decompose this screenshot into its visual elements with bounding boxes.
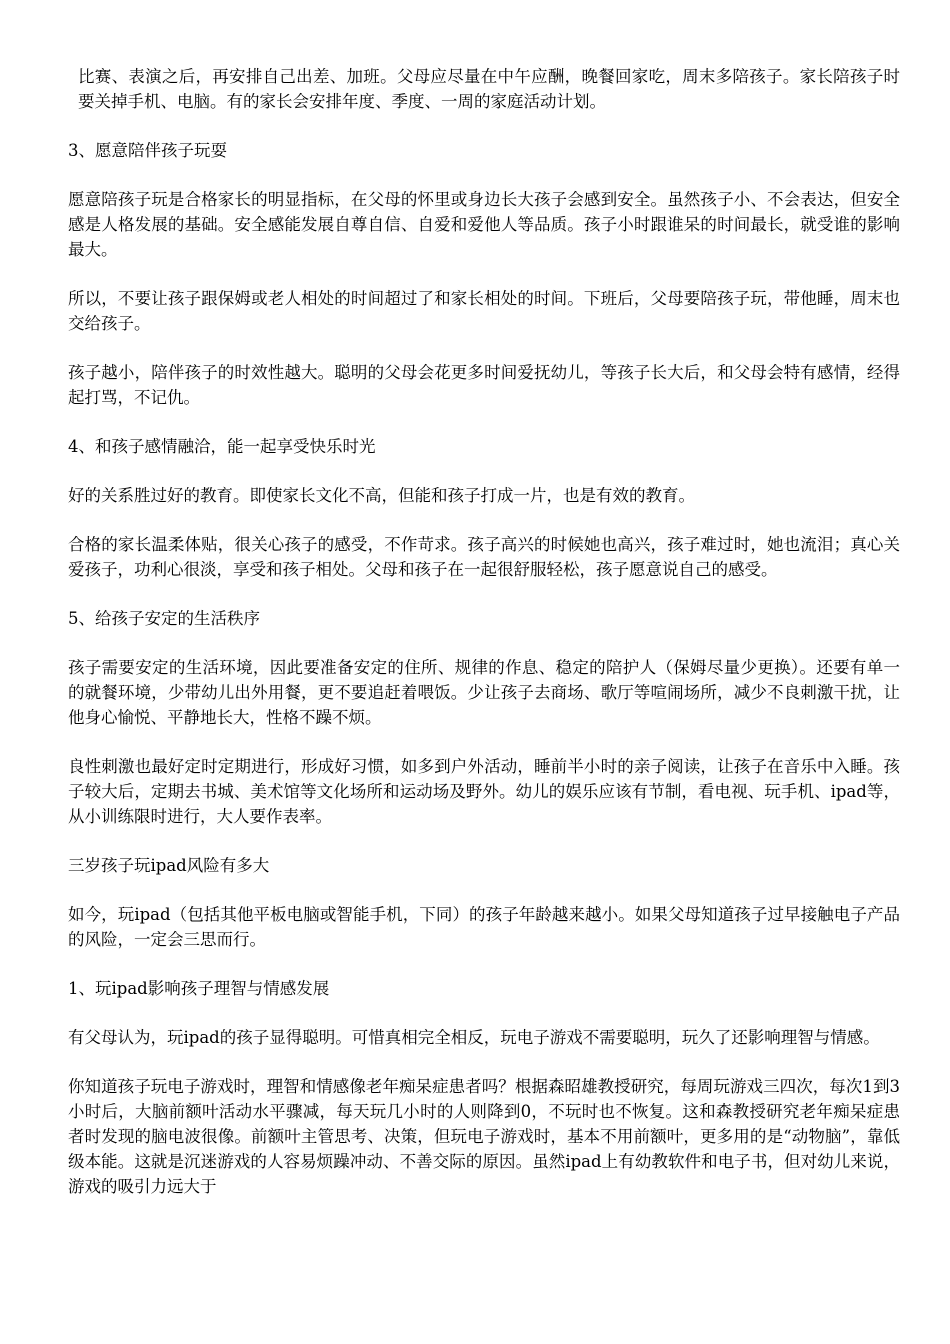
paragraph: 所以，不要让孩子跟保姆或老人相处的时间超过了和家长相处的时间。下班后，父母要陪孩子玩，带他睡，周末也交给孩子。 xyxy=(68,289,900,333)
paragraph: 孩子越小，陪伴孩子的时效性越大。聪明的父母会花更多时间爱抚幼儿，等孩子长大后，和父母会特有感情，经得起打骂，不记仇。 xyxy=(68,363,900,407)
paragraph: 你知道孩子玩电子游戏时，理智和情感像老年痴呆症患者吗？根据森昭雄教授研究，每周玩游戏三四次，每次1到3小时后，大脑前额叶活动水平骤减，每天玩几小时的人则降到0，不玩时也不恢复。这和森教授研究老年痴呆症患者时发现的脑电波很像。前额叶主管思考、决策，但玩电子游戏时，基本不用前额叶，更多用的是“动物脑”，靠低级本能。这就是沉迷游戏的人容易烦躁冲动、不善交际的原因。虽然ipad上有幼教软件和电子书，但对幼儿来说，游戏的吸引力远大于 xyxy=(68,1077,900,1196)
section-heading: 1、玩ipad影响孩子理智与情感发展 xyxy=(68,979,330,998)
paragraph: 良性刺激也最好定时定期进行，形成好习惯，如多到户外活动，睡前半小时的亲子阅读，让孩子在音乐中入睡。孩子较大后，定期去书城、美术馆等文化场所和运动场及野外。幼儿的娱乐应该有节制，看电视、玩手机、ipad等，从小训练限时进行，大人要作表率。 xyxy=(68,757,900,826)
section-heading: 5、给孩子安定的生活秩序 xyxy=(68,609,260,628)
paragraph: 孩子需要安定的生活环境，因此要准备安定的住所、规律的作息、稳定的陪护人（保姆尽量少更换）。还要有单一的就餐环境，少带幼儿出外用餐，更不要追赶着喂饭。少让孩子去商场、歌厅等喧闹场所，减少不良刺激干扰，让他身心愉悦、平静地长大，性格不躁不烦。 xyxy=(68,658,900,727)
paragraph: 合格的家长温柔体贴，很关心孩子的感受，不作苛求。孩子高兴的时候她也高兴，孩子难过时，她也流泪；真心关爱孩子，功利心很淡，享受和孩子相处。父母和孩子在一起很舒服轻松，孩子愿意说自己的感受。 xyxy=(68,535,900,579)
section-heading: 三岁孩子玩ipad风险有多大 xyxy=(68,856,270,875)
document-body xyxy=(68,64,900,1223)
section-heading: 4、和孩子感情融洽，能一起享受快乐时光 xyxy=(68,437,376,456)
paragraph: 有父母认为，玩ipad的孩子显得聪明。可惜真相完全相反，玩电子游戏不需要聪明，玩久了还影响理智与情感。 xyxy=(68,1028,880,1047)
paragraph: 好的关系胜过好的教育。即使家长文化不高，但能和孩子打成一片，也是有效的教育。 xyxy=(68,486,695,505)
paragraph: 比赛、表演之后，再安排自己出差、加班。父母应尽量在中午应酬，晚餐回家吃，周末多陪孩子。家长陪孩子时要关掉手机、电脑。有的家长会安排年度、季度、一周的家庭活动计划。 xyxy=(78,67,900,111)
paragraph: 如今，玩ipad（包括其他平板电脑或智能手机，下同）的孩子年龄越来越小。如果父母知道孩子过早接触电子产品的风险，一定会三思而行。 xyxy=(68,905,900,949)
paragraph: 愿意陪孩子玩是合格家长的明显指标，在父母的怀里或身边长大孩子会感到安全。虽然孩子小、不会表达，但安全感是人格发展的基础。安全感能发展自尊自信、自爱和爱他人等品质。孩子小时跟谁呆的时间最长，就受谁的影响最大。 xyxy=(68,190,900,259)
section-heading: 3、愿意陪伴孩子玩耍 xyxy=(68,141,227,160)
